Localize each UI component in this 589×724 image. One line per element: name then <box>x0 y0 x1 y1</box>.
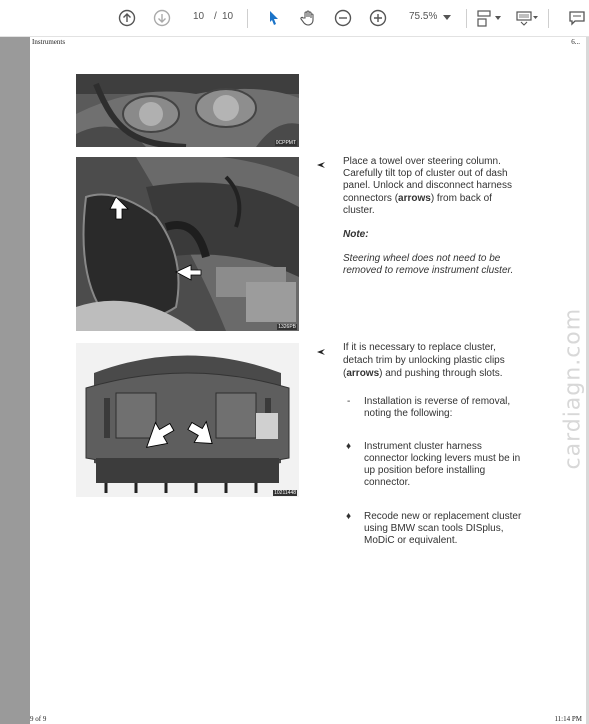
page-footer-right: 11:14 PM <box>554 715 582 723</box>
step-arrow-icon <box>316 157 326 167</box>
step2-line2: detach trim by unlocking plastic clips <box>343 355 505 366</box>
current-page-input[interactable]: 10 <box>193 11 205 22</box>
step-arrow-icon <box>316 344 326 354</box>
step2-line3 <box>343 368 503 380</box>
step1-line4-pre: connectors ( <box>343 193 399 204</box>
page-up-icon[interactable] <box>116 7 138 29</box>
keyboard-icon[interactable] <box>514 7 540 29</box>
total-pages: 10 <box>222 11 234 22</box>
step1-line5: cluster. <box>343 205 375 216</box>
step2-line3-post: ) and pushing through slots. <box>379 368 503 379</box>
zoom-level[interactable]: 75.5% <box>409 11 438 22</box>
note-label: Note: <box>343 229 369 240</box>
bullet-icon: ♦ <box>346 511 352 522</box>
select-cursor-icon[interactable] <box>263 7 285 29</box>
bullet2-line3: MoDiC or equivalent. <box>364 535 458 546</box>
bullet1-line2: connector locking levers must be in <box>364 453 521 464</box>
page-footer-left: 9 of 9 <box>30 715 47 723</box>
note-line2: removed to remove instrument cluster. <box>343 265 514 276</box>
watermark <box>560 300 586 470</box>
photo-code: 0CPPMT <box>275 140 296 146</box>
hand-tool-icon[interactable] <box>297 7 319 29</box>
page-header-title: Instruments <box>32 38 66 46</box>
note-line1: Steering wheel does not need to be <box>343 253 501 264</box>
step1-line2: Carefully tilt top of cluster out of dash <box>343 168 508 179</box>
toolbar-divider <box>466 9 467 28</box>
install-line1: Installation is reverse of removal, <box>364 396 511 407</box>
bullet1-line1: Instrument cluster harness <box>364 441 482 452</box>
page-down-icon[interactable] <box>151 7 173 29</box>
bullet-icon: ♦ <box>346 441 352 452</box>
step1-line4-bold: arrows <box>398 193 431 204</box>
step1-line4-post: ) from back of <box>430 193 492 204</box>
step2-line1: If it is necessary to replace cluster, <box>343 342 496 353</box>
photo-code: 10211448 <box>274 490 296 496</box>
toolbar-divider <box>247 9 248 28</box>
step1-line1: Place a towel over steering column. <box>343 156 501 167</box>
bullet1-line4: connector. <box>364 477 411 488</box>
step2-line3-pre: ( <box>343 368 347 379</box>
photo-cluster-removal <box>76 157 299 331</box>
zoom-out-icon[interactable] <box>332 7 354 29</box>
zoom-dropdown-icon[interactable] <box>440 7 454 29</box>
photo-code: 1326PB <box>278 324 296 330</box>
step2-line3-bold: arrows <box>346 368 380 379</box>
page-header-right: 6... <box>571 38 580 46</box>
install-line2: noting the following: <box>364 408 453 419</box>
zoom-in-icon[interactable] <box>367 7 389 29</box>
dash-marker: - <box>347 396 351 407</box>
left-gutter <box>0 37 30 724</box>
step1-line4 <box>343 193 492 205</box>
step1-line3: panel. Unlock and disconnect harness <box>343 180 512 191</box>
bullet2-line1: Recode new or replacement cluster <box>364 511 522 522</box>
page-layout-icon[interactable] <box>474 7 504 29</box>
bullet1-line3: up position before installing <box>364 465 486 476</box>
bullet2-line2: using BMW scan tools DISplus, <box>364 523 504 534</box>
pdf-toolbar <box>0 0 589 37</box>
photo-cluster-trim <box>76 343 299 497</box>
watermark-text: cardiagn.com <box>560 307 586 470</box>
pdf-page <box>30 37 586 724</box>
photo-instrument-panel <box>76 74 299 147</box>
toolbar-divider <box>548 9 549 28</box>
comment-icon[interactable] <box>566 7 588 29</box>
page-separator: / <box>214 11 217 22</box>
